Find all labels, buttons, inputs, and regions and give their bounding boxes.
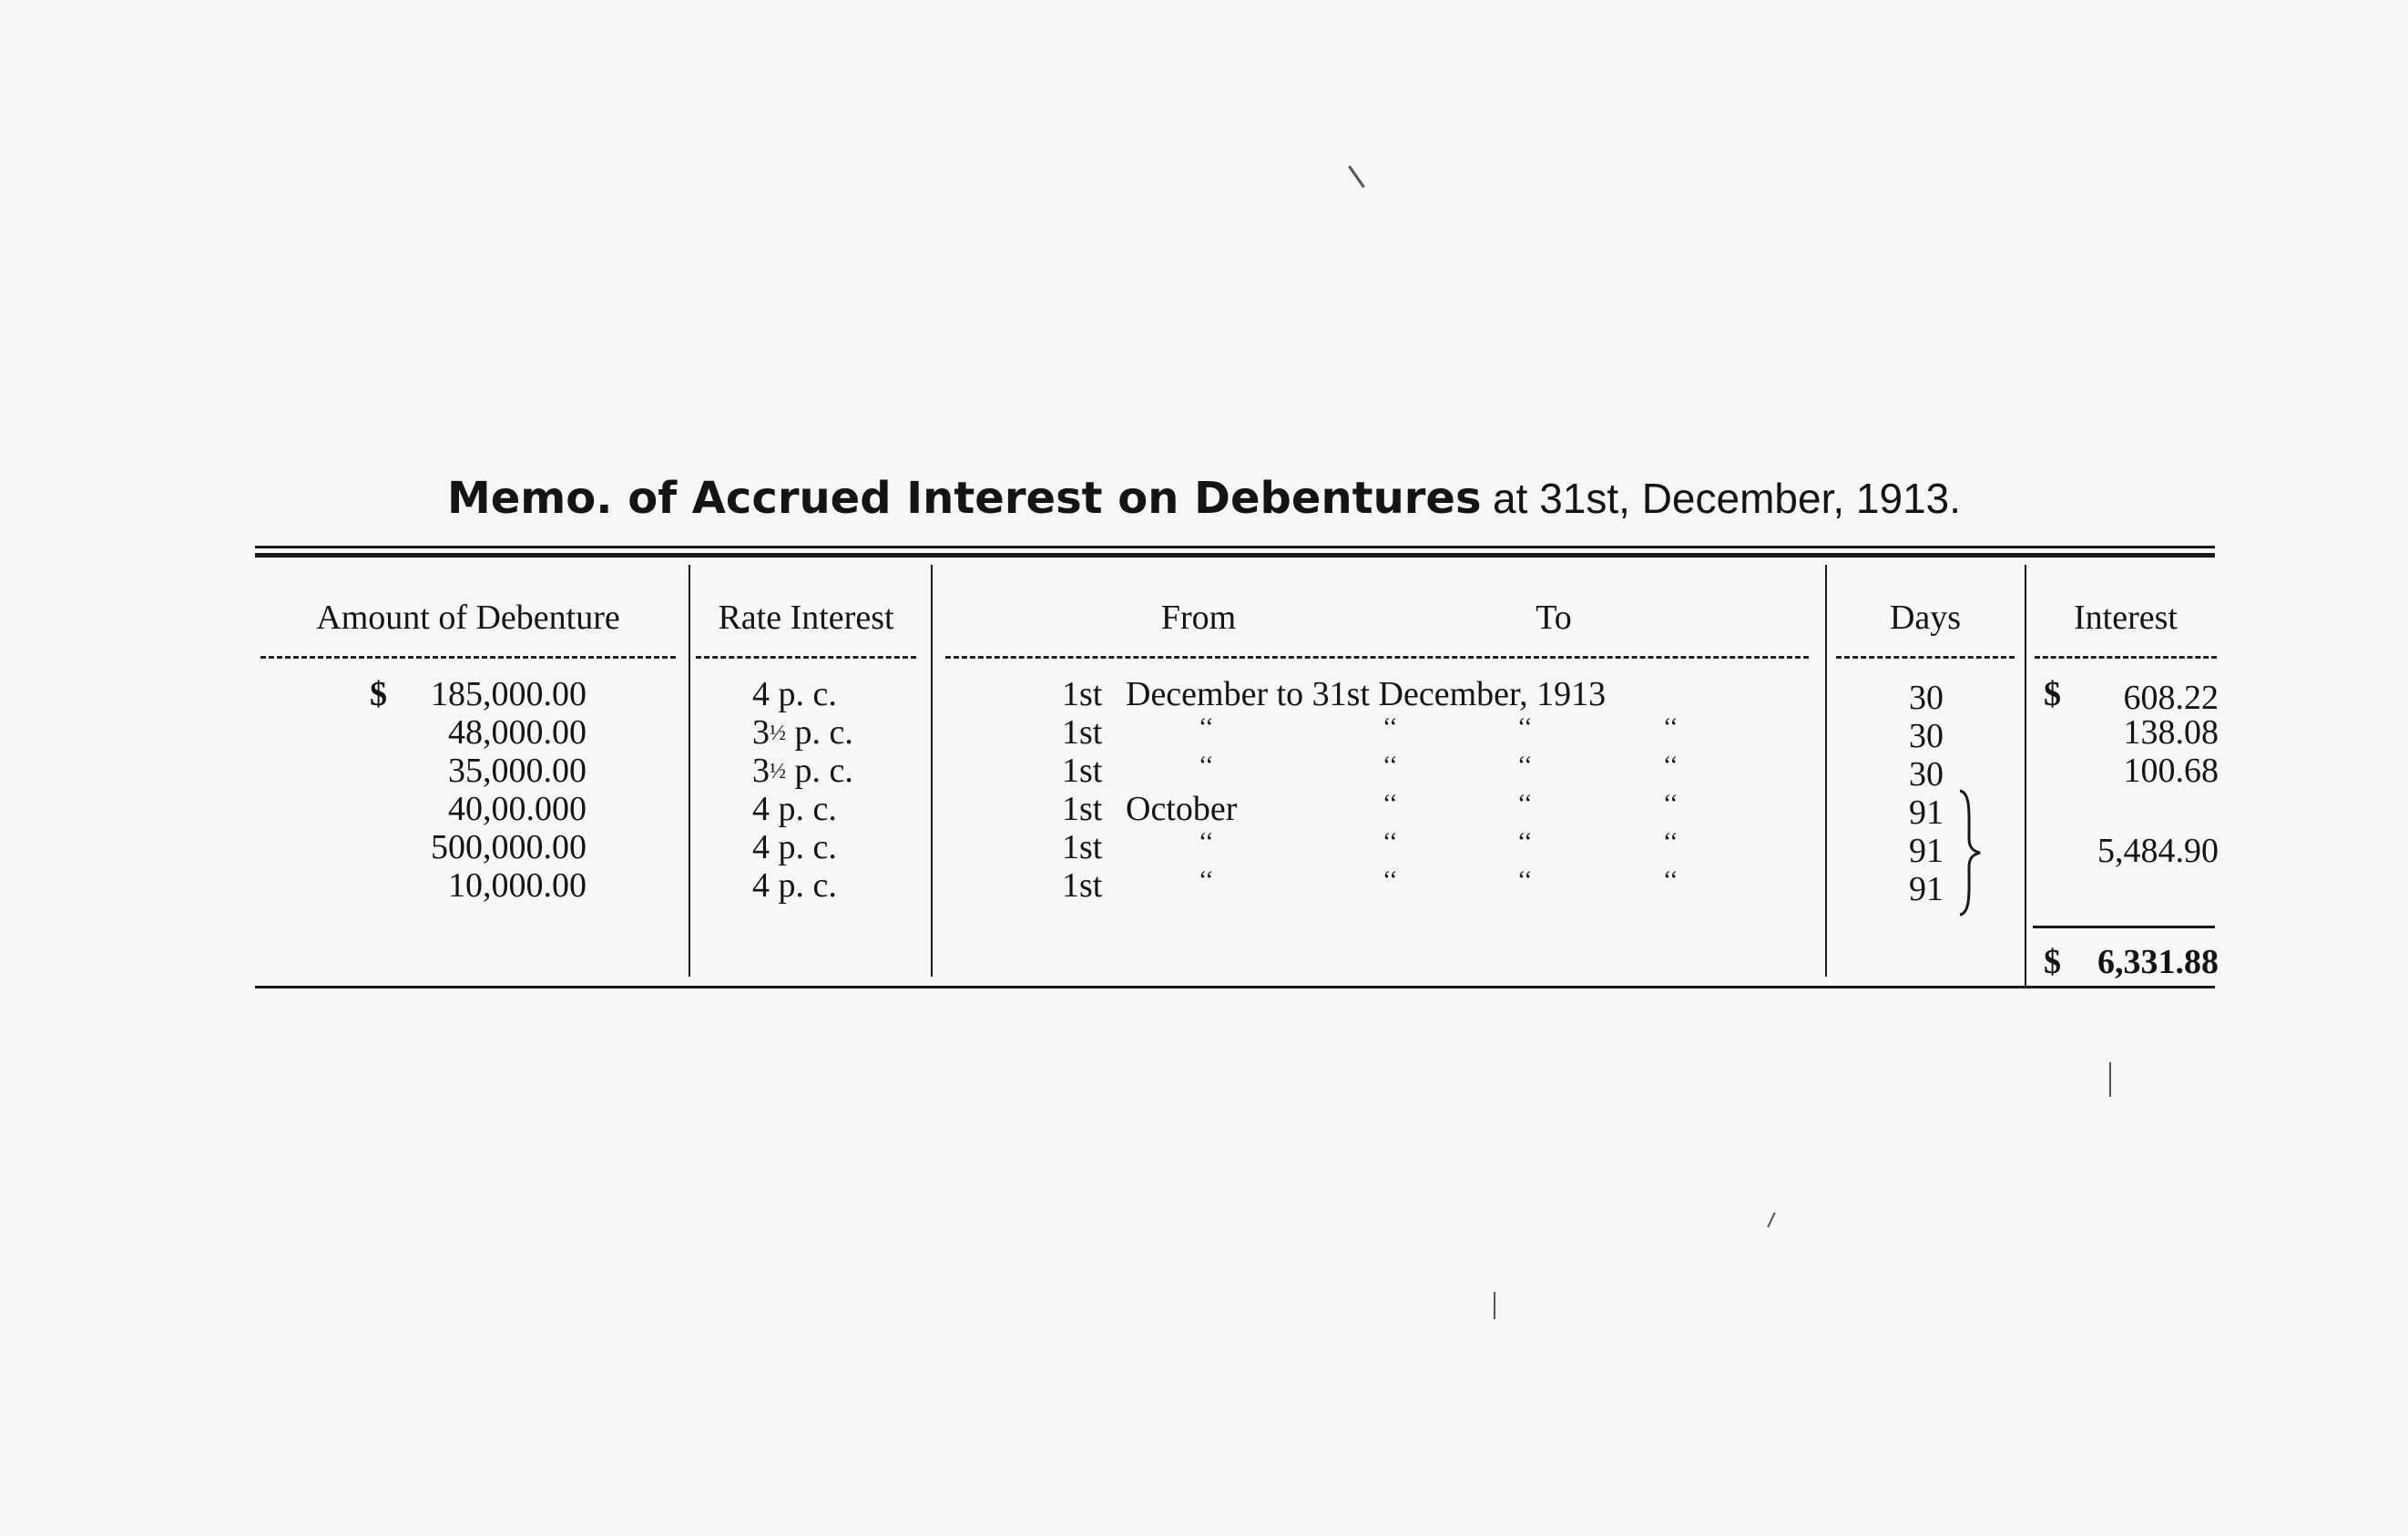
row-4-rate xyxy=(752,789,837,830)
ditto-r5-c2: ‘‘ xyxy=(1383,828,1398,856)
column-divider-to-days xyxy=(1825,565,1827,977)
total-currency: $ xyxy=(2044,943,2061,981)
row-3-from-ordinal: 1st xyxy=(1062,752,1103,790)
scan-mark xyxy=(2109,1062,2111,1097)
interest-row-1-currency: $ xyxy=(2044,675,2061,713)
row-5-from-ordinal: 1st xyxy=(1062,828,1103,866)
row-4-rate-whole: 4 xyxy=(752,790,770,828)
row-4-period: October xyxy=(1126,790,1238,828)
memo-title xyxy=(0,461,2408,535)
header-underline-days xyxy=(1836,656,2015,659)
total-value: 6,331.88 xyxy=(2097,943,2219,981)
header-underline-amount xyxy=(260,656,676,659)
right-brace-icon xyxy=(1956,787,1984,918)
row-3-rate xyxy=(752,751,853,792)
row-1-from-ordinal: 1st xyxy=(1062,675,1103,713)
interest-row-3: 100.68 xyxy=(2123,752,2219,790)
top-double-rule-lower xyxy=(255,553,2215,558)
row-1-rate-whole: 4 xyxy=(752,675,770,713)
row-2-rate-frac: ½ xyxy=(770,722,786,745)
row-2-rate xyxy=(752,712,853,753)
ditto-r5-c3: ‘‘ xyxy=(1517,828,1533,856)
row-2-amount: 48,000.00 xyxy=(448,713,587,752)
ditto-r5-c4: ‘‘ xyxy=(1663,828,1678,856)
row-6-rate xyxy=(752,865,837,906)
ditto-r2-c3: ‘‘ xyxy=(1517,713,1533,742)
interest-row-1: 608.22 xyxy=(2123,679,2219,717)
ditto-r6-c4: ‘‘ xyxy=(1663,866,1678,895)
column-divider-amount-rate xyxy=(689,565,690,977)
header-rate: Rate Interest xyxy=(718,599,894,637)
top-double-rule-upper xyxy=(255,546,2215,548)
row-2-rate-whole: 3 xyxy=(752,713,770,752)
row-2-from-ordinal: 1st xyxy=(1062,713,1103,752)
ditto-r3-c2: ‘‘ xyxy=(1383,752,1398,780)
row-4-days: 91 xyxy=(1909,794,1944,832)
row-4-amount: 40,00.000 xyxy=(448,790,587,828)
total-rule xyxy=(2033,926,2215,928)
row-5-days: 91 xyxy=(1909,832,1944,870)
header-amount: Amount of Debenture xyxy=(316,599,620,637)
row-3-rate-unit: p. c. xyxy=(794,752,853,790)
ditto-r2-c2: ‘‘ xyxy=(1383,713,1398,742)
ditto-r2-c4: ‘‘ xyxy=(1663,713,1678,742)
interest-row-2: 138.08 xyxy=(2123,713,2219,752)
header-underline-interest xyxy=(2035,656,2217,659)
memo-title-date: at 31st, December, 1913. xyxy=(1493,475,1962,522)
row-6-days: 91 xyxy=(1909,870,1944,908)
ditto-r3-c4: ‘‘ xyxy=(1663,752,1678,780)
row-3-rate-frac: ½ xyxy=(770,760,786,783)
ditto-r3-c1: ‘‘ xyxy=(1199,752,1214,780)
header-underline-rate xyxy=(696,656,916,659)
ditto-r6-c2: ‘‘ xyxy=(1383,866,1398,895)
row-1-amount: 185,000.00 xyxy=(431,675,587,713)
ditto-r4-c3: ‘‘ xyxy=(1517,790,1533,818)
row-6-rate-whole: 4 xyxy=(752,866,770,905)
header-to: To xyxy=(1536,599,1572,637)
row-3-amount: 35,000.00 xyxy=(448,752,587,790)
ditto-r5-c1: ‘‘ xyxy=(1199,828,1214,856)
header-interest: Interest xyxy=(2074,599,2178,637)
row-6-amount: 10,000.00 xyxy=(448,866,587,905)
ditto-r6-c3: ‘‘ xyxy=(1517,866,1533,895)
row-4-from-ordinal: 1st xyxy=(1062,790,1103,828)
row-1-rate xyxy=(752,674,837,715)
column-divider-days-interest xyxy=(2025,565,2026,986)
row-1-rate-unit: p. c. xyxy=(778,675,837,713)
row-5-rate-unit: p. c. xyxy=(778,828,837,866)
row-1-period: December to 31st December, 1913 xyxy=(1126,675,1607,713)
row-4-rate-unit: p. c. xyxy=(778,790,837,828)
memo-title-bold: Memo. of Accrued Interest on Debentures xyxy=(446,473,1482,524)
row-2-days: 30 xyxy=(1909,717,1944,755)
row-6-rate-unit: p. c. xyxy=(778,866,837,905)
scan-mark xyxy=(1348,166,1365,189)
row-5-rate xyxy=(752,827,837,868)
header-underline-from-to xyxy=(945,656,1809,659)
header-from: From xyxy=(1160,599,1237,637)
scan-mark xyxy=(1767,1212,1775,1227)
ditto-r6-c1: ‘‘ xyxy=(1199,866,1214,895)
ditto-r4-c4: ‘‘ xyxy=(1663,790,1678,818)
row-5-amount: 500,000.00 xyxy=(431,828,587,866)
row-6-from-ordinal: 1st xyxy=(1062,866,1103,905)
bottom-rule xyxy=(255,986,2215,988)
ditto-r2-c1: ‘‘ xyxy=(1199,713,1214,742)
row-3-rate-whole: 3 xyxy=(752,752,770,790)
column-divider-rate-from xyxy=(931,565,933,977)
row-2-rate-unit: p. c. xyxy=(794,713,853,752)
interest-rows-4-to-6: 5,484.90 xyxy=(2097,832,2219,870)
row-5-rate-whole: 4 xyxy=(752,828,770,866)
row-1-days: 30 xyxy=(1909,679,1944,717)
ditto-r4-c2: ‘‘ xyxy=(1383,790,1398,818)
ditto-r3-c3: ‘‘ xyxy=(1517,752,1533,780)
scan-mark xyxy=(1494,1292,1495,1319)
row-1-currency: $ xyxy=(370,675,387,713)
row-3-days: 30 xyxy=(1909,755,1944,794)
header-days: Days xyxy=(1889,599,1962,637)
